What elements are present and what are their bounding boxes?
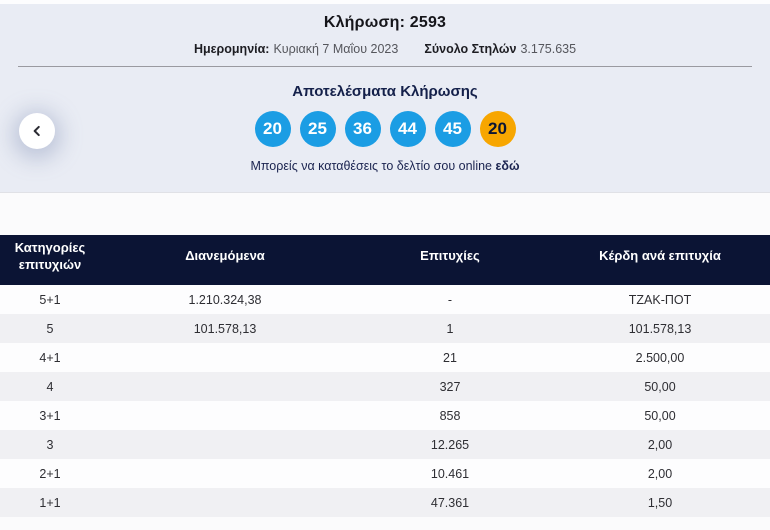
winning-number-ball: 44: [390, 111, 426, 147]
cell-winners: 1: [446, 321, 454, 336]
column-header-1: Διανεμόμενα: [185, 248, 265, 263]
cell-winners: 21: [443, 350, 457, 365]
cell-prize: 2.500,00: [635, 350, 685, 365]
section-gap: [0, 193, 770, 235]
cell-winners: 858: [439, 408, 461, 423]
prizes-table-header: [0, 235, 770, 285]
cell-category: 4: [46, 379, 54, 394]
results-title: Αποτελέσματα Κλήρωσης: [292, 83, 478, 100]
cell-category: 3: [46, 437, 54, 452]
column-header-0: Κατηγορίες επιτυχιών: [14, 239, 86, 272]
column-header-3: Κέρδη ανά επιτυχία: [599, 248, 721, 263]
cell-prize: 50,00: [644, 379, 676, 394]
cell-category: 5+1: [39, 292, 61, 307]
table-row: [0, 372, 770, 401]
joker-number-ball: 20: [480, 111, 516, 147]
winning-number-ball: 20: [255, 111, 291, 147]
cell-prize: ΤΖΑΚ-ΠΟΤ: [628, 292, 692, 307]
cell-category: 4+1: [39, 350, 61, 365]
cell-prize: 50,00: [644, 408, 676, 423]
cell-category: 2+1: [39, 466, 61, 481]
draw-hero-section: [0, 0, 770, 193]
header-divider: [18, 66, 752, 67]
total-columns-label: Σύνολο Στηλών: [424, 42, 517, 56]
winning-number-ball: 45: [435, 111, 471, 147]
draw-date-label: Ημερομηνία:: [193, 42, 270, 56]
winning-number-ball: 25: [300, 111, 336, 147]
table-row: [0, 314, 770, 343]
cell-distributed: 1.210.324,38: [188, 292, 262, 307]
prizes-table-body: [0, 285, 770, 517]
table-row: [0, 459, 770, 488]
cell-distributed: 101.578,13: [193, 321, 257, 336]
winning-number-ball: 36: [345, 111, 381, 147]
chevron-left-icon: [30, 124, 44, 138]
cell-category: 5: [46, 321, 54, 336]
cell-winners: 327: [439, 379, 461, 394]
total-columns: [424, 42, 576, 56]
previous-draw-button[interactable]: [19, 113, 55, 149]
table-row: [0, 488, 770, 517]
prizes-table: [0, 235, 770, 517]
cta-message: Μπορείς να καταθέσεις το δελτίο σου online: [250, 159, 496, 173]
cell-winners: 10.461: [430, 466, 470, 481]
cell-category: 3+1: [39, 408, 61, 423]
draw-title: Κλήρωση: 2593: [323, 14, 447, 31]
total-columns-value: 3.175.635: [520, 42, 577, 56]
cta-text: [0, 159, 770, 173]
cell-prize: 2,00: [647, 437, 673, 452]
table-row: [0, 401, 770, 430]
cell-prize: 101.578,13: [628, 321, 692, 336]
cell-winners: 12.265: [430, 437, 470, 452]
draw-date: [194, 42, 398, 56]
draw-date-value: Κυριακή 7 Μαΐου 2023: [273, 42, 399, 56]
cell-winners: -: [447, 292, 453, 307]
table-row: [0, 343, 770, 372]
cell-prize: 2,00: [647, 466, 673, 481]
cell-category: 1+1: [39, 495, 61, 510]
winning-numbers-row: [0, 111, 770, 147]
cell-winners: 47.361: [430, 495, 470, 510]
table-row: [0, 285, 770, 314]
column-header-2: Επιτυχίες: [420, 248, 480, 263]
draw-meta-row: [0, 42, 770, 56]
cell-prize: 1,50: [647, 495, 673, 510]
cta-link[interactable]: εδώ: [495, 159, 520, 173]
table-row: [0, 430, 770, 459]
